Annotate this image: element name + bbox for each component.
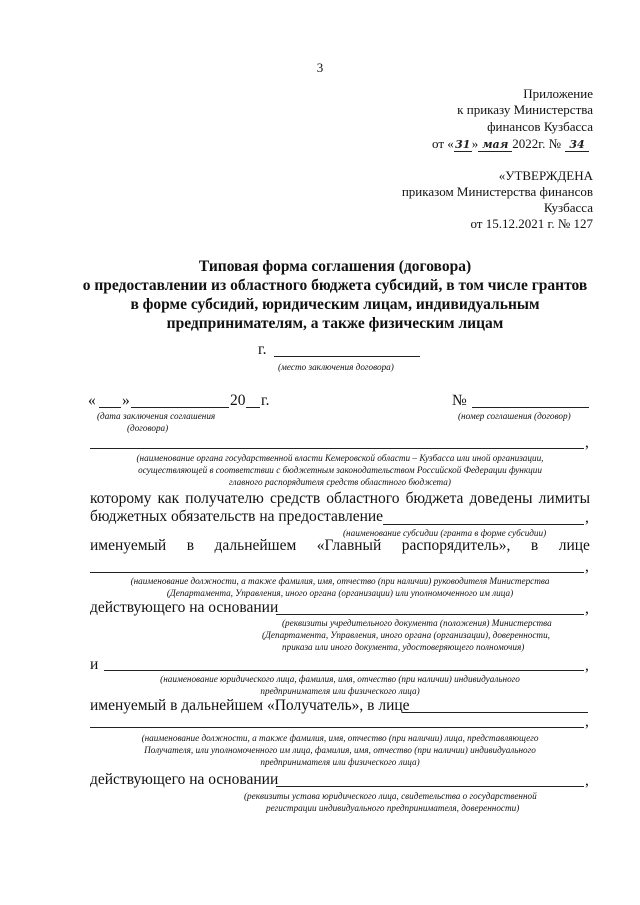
note-legal-1: (наименование юридического лица, фамилия, имя, отчество (при наличии) индивидуального — [160, 674, 520, 684]
note-head-1: (наименование должности, а также фамилия, имя, отчество (при наличии) руководителя Министерства — [130, 576, 550, 586]
title-line-2: о предоставлении из областного бюджета субсидий, в том числе грантов — [82, 277, 588, 294]
subsidy-comma: , — [585, 509, 589, 526]
named-word-1: именуемый — [90, 537, 167, 554]
note-reg-1: (реквизиты учредительного документа (положения) Министерства — [282, 618, 552, 628]
date-year-field[interactable] — [246, 407, 260, 408]
annex-line-1: Приложение — [523, 86, 593, 101]
recipient-rep-field-1[interactable] — [402, 712, 588, 713]
legal-comma: , — [585, 657, 589, 674]
approved-line-4: от 15.12.2021 г. № 127 — [470, 216, 593, 231]
annex-date-prefix: от « — [432, 136, 454, 151]
date-open-quote: « — [88, 392, 96, 409]
note-charter-1: (реквизиты устава юридического лица, свидетельства о государственной — [244, 791, 537, 801]
annex-date-mid: » — [471, 136, 479, 151]
note-legal-2: предпринимателя или физического лица) — [260, 686, 420, 696]
date-year-label: 20 — [230, 392, 246, 409]
annex-line-2: к приказу Министерства — [457, 102, 593, 117]
note-subsidy: (наименование субсидии (гранта в форме субсидии) — [343, 528, 547, 538]
named-word-3: дальнейшем — [214, 537, 297, 554]
para1-line-2: бюджетных обязательств на предоставление — [90, 508, 384, 525]
note-organ-2: осуществляющей в соответствии с бюджетным законодательством Российской Федерации функции — [138, 465, 542, 475]
date-day-field[interactable] — [99, 407, 121, 408]
annex-line-3: финансов Кузбасса — [487, 119, 593, 134]
place-prefix: г. — [258, 341, 267, 358]
note-reg-2: (Департамента, Управления, иного органа (организации), доверенности, — [262, 630, 550, 640]
date-year-suffix: г. — [261, 392, 270, 409]
date-note-1: (дата заключения соглашения — [97, 411, 216, 421]
note-head-2: (Департамента, Управления, иного органа (организации) или уполномоченного им лица) — [166, 588, 514, 598]
annex-month-handwritten: мая — [478, 138, 512, 152]
charter-comma: , — [585, 772, 589, 789]
and-label: и — [90, 656, 99, 673]
place-note: (место заключения договора) — [278, 362, 394, 372]
annex-date — [432, 136, 589, 152]
page-number: 3 — [316, 60, 324, 75]
note-charter-2: регистрации индивидуального предпринимателя, доверенности) — [266, 803, 520, 813]
annex-year: 2022г. № — [512, 136, 562, 151]
note-organ-3: главного распорядителя средств областного бюджета) — [229, 477, 451, 487]
para1-line-1: которому как получателю средств областного бюджета доведены лимиты — [90, 490, 590, 507]
annex-day-handwritten: 31 — [455, 138, 471, 151]
approved-line-3: Кузбасса — [543, 200, 593, 215]
number-field[interactable] — [472, 407, 589, 408]
approved-line-1: «УТВЕРЖДЕНА — [498, 168, 593, 183]
head-field[interactable] — [90, 572, 584, 573]
charter-field[interactable] — [276, 786, 584, 787]
basis-field[interactable] — [276, 614, 584, 615]
date-month-field[interactable] — [131, 407, 229, 408]
title-line-1: Типовая форма соглашения (договора) — [198, 258, 472, 275]
recipient-label: именуемый в дальнейшем «Получатель», в лице — [90, 697, 410, 714]
note-rec-3: предпринимателя или физического лица) — [260, 757, 420, 767]
number-note: (номер соглашения (договор) — [458, 411, 571, 421]
recipient-rep-field-2[interactable] — [90, 727, 584, 728]
annex-number-handwritten: 34 — [565, 138, 589, 152]
approved-line-2: приказом Министерства финансов — [401, 184, 593, 199]
organ-comma: , — [585, 434, 589, 451]
acting-basis-label: действующего на основании — [90, 599, 279, 616]
number-label: № — [452, 392, 467, 409]
acting-basis-label-2: действующего на основании — [90, 771, 279, 788]
named-word-5: распорядитель», — [401, 537, 511, 554]
named-word-7: лице — [558, 537, 590, 554]
organ-field[interactable] — [90, 448, 584, 449]
basis-comma: , — [585, 600, 589, 617]
date-note-2: (договора) — [127, 423, 169, 433]
named-word-2: в — [186, 537, 195, 554]
title-line-4: предпринимателям, а также физическим лицам — [166, 315, 504, 332]
date-close-quote: » — [122, 392, 130, 409]
named-as-line — [90, 537, 590, 555]
recipient-comma: , — [585, 713, 589, 730]
named-word-6: в — [530, 537, 539, 554]
subsidy-field[interactable] — [383, 524, 584, 525]
note-rec-2: Получателя, или уполномоченного им лица, фамилия, имя, отчество (при наличии) индивидуального — [144, 745, 536, 755]
legal-entity-field[interactable] — [104, 670, 584, 671]
place-field[interactable] — [274, 356, 420, 357]
named-word-4: «Главный — [316, 537, 382, 554]
title-line-3: в форме субсидий, юридическим лицам, индивидуальным — [130, 296, 540, 313]
note-rec-1: (наименование должности, а также фамилия, имя, отчество (при наличии) лица, представляющего — [141, 733, 539, 743]
head-comma: , — [585, 558, 589, 575]
note-organ-1: (наименование органа государственной власти Кемеровской области – Кузбасса или иной организации, — [136, 453, 544, 463]
note-reg-3: приказа или иного документа, удостоверяющего полномочия) — [282, 642, 525, 652]
